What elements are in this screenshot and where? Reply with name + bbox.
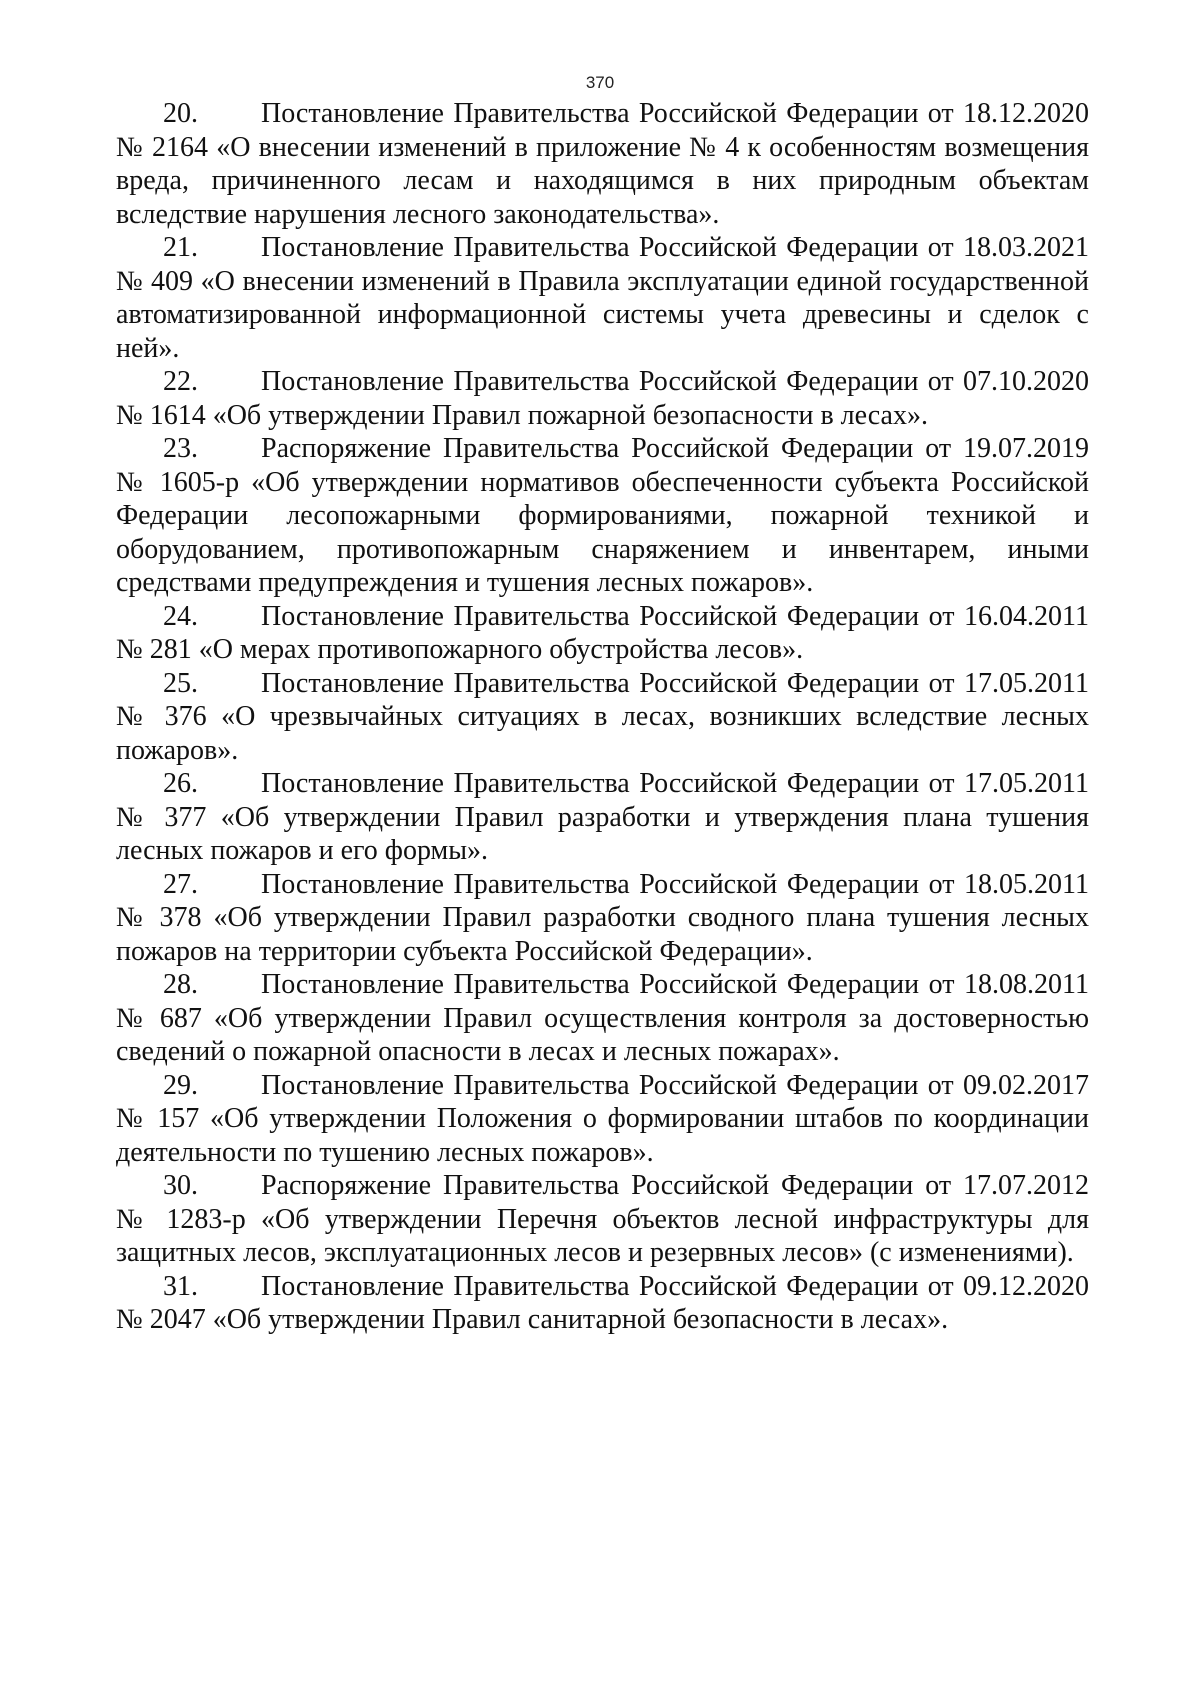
item-text: Постановление Правительства Российской Федерации от 17.05.2011 № 376 «О чрезвычайных ситуациях в лесах, возникших вследствие лесных пожаров». xyxy=(116,667,1089,766)
page-number: 370 xyxy=(585,73,615,92)
list-item xyxy=(116,600,1089,667)
list-item xyxy=(116,968,1089,1069)
item-text: Постановление Правительства Российской Федерации от 09.02.2017 № 157 «Об утверждении Положения о формировании штабов по координации деятельности по тушению лесных пожаров». xyxy=(116,1069,1089,1168)
list-item xyxy=(116,1169,1089,1270)
list-item xyxy=(116,1069,1089,1170)
list-item xyxy=(116,667,1089,768)
item-number: 30. xyxy=(163,1170,198,1201)
item-number: 24. xyxy=(163,600,198,632)
item-number: 29. xyxy=(163,1069,198,1101)
item-text: Постановление Правительства Российской Федерации от 18.12.2020 № 2164 «О внесении изменений в приложение № 4 к особенностям возмещения вреда, причиненного лесам и находящимся в них природным объектам вследствие нарушения лесного законодательства». xyxy=(116,98,1089,230)
item-text: Постановление Правительства Российской Федерации от 07.10.2020 № 1614 «Об утверждении Правил пожарной безопасности в лесах». xyxy=(116,366,1089,431)
item-number: 20. xyxy=(163,98,198,129)
regulations-list xyxy=(116,97,1089,1337)
list-item xyxy=(116,868,1089,969)
item-text: Постановление Правительства Российской Федерации от 18.08.2011 № 687 «Об утверждении Правил осуществления контроля за достоверностью сведений о пожарной опасности в лесах и лесных пожарах». xyxy=(116,969,1089,1067)
list-item xyxy=(116,767,1089,868)
list-item xyxy=(116,231,1089,365)
item-text: Постановление Правительства Российской Федерации от 17.05.2011 № 377 «Об утверждении Правил разработки и утверждения плана тушения лесных пожаров и его формы». xyxy=(116,768,1089,866)
item-number: 28. xyxy=(163,969,198,1000)
item-number: 21. xyxy=(163,232,198,263)
list-item xyxy=(116,432,1089,600)
item-text: Распоряжение Правительства Российской Федерации от 17.07.2012 № 1283-р «Об утверждении Перечня объектов лесной инфраструктуры для защитных лесов, эксплуатационных лесов и резервных лесов» (с изменениями). xyxy=(116,1170,1089,1268)
item-text: Постановление Правительства Российской Федерации от 18.03.2021 № 409 «О внесении изменений в Правила эксплуатации единой государственной автоматизированной информационной системы учета древесины и сделок с ней». xyxy=(116,232,1089,364)
item-number: 25. xyxy=(163,667,198,699)
item-number: 22. xyxy=(163,366,198,397)
list-item xyxy=(116,1270,1089,1337)
list-item xyxy=(116,97,1089,231)
item-text: Постановление Правительства Российской Федерации от 09.12.2020 № 2047 «Об утверждении Правил санитарной безопасности в лесах». xyxy=(116,1270,1089,1335)
item-number: 31. xyxy=(163,1270,198,1302)
list-item xyxy=(116,365,1089,432)
item-number: 27. xyxy=(163,868,198,900)
item-text: Постановление Правительства Российской Федерации от 18.05.2011 № 378 «Об утверждении Правил разработки сводного плана тушения лесных пожаров на территории субъекта Российской Федерации». xyxy=(116,868,1089,967)
item-text: Распоряжение Правительства Российской Федерации от 19.07.2019 № 1605-р «Об утверждении нормативов обеспеченности субъекта Российской Федерации лесопожарными формированиями, пожарной техникой и оборудованием, противопожарным снаряжением и инвентарем, иными средствами предупреждения и тушения лесных пожаров». xyxy=(116,433,1089,598)
item-number: 26. xyxy=(163,768,198,799)
item-number: 23. xyxy=(163,433,198,464)
item-text: Постановление Правительства Российской Федерации от 16.04.2011 № 281 «О мерах противопожарного обустройства лесов». xyxy=(116,600,1089,665)
